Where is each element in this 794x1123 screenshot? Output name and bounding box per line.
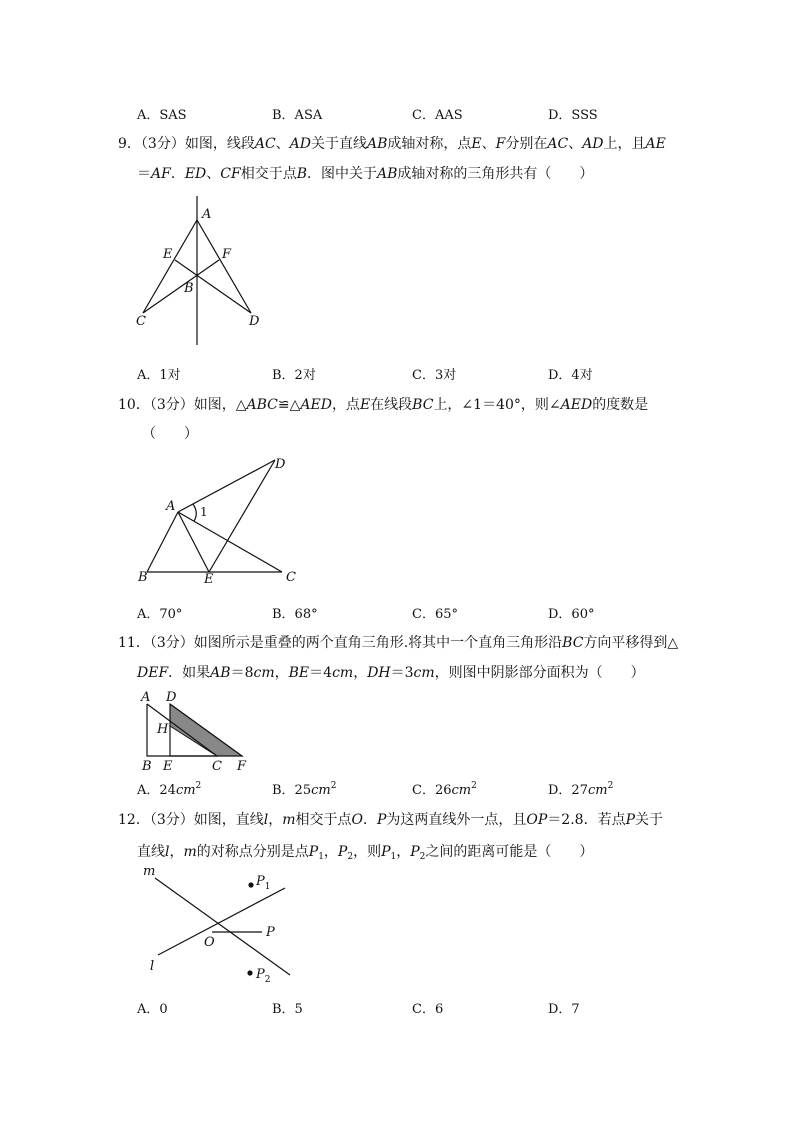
q8-option-b[interactable]: B．ASA	[272, 108, 323, 123]
q9-option-d[interactable]: D．4对	[548, 368, 593, 383]
q9-label-b: B	[184, 281, 194, 296]
q10-option-d[interactable]: D．60°	[548, 607, 595, 622]
q11-label-f: F	[237, 759, 247, 774]
q11-label-b: B	[142, 759, 152, 774]
q10-option-c[interactable]: C．65°	[412, 607, 458, 622]
q8-option-c[interactable]: C．AAS	[412, 108, 463, 123]
q11-option-d[interactable]: D．$27cm^2$	[548, 781, 614, 798]
q10-label-c: C	[286, 570, 296, 585]
q11-option-b[interactable]: B．$25cm^2$	[272, 781, 337, 798]
q12-point-p1	[248, 882, 253, 887]
q9-label-c: C	[136, 314, 146, 329]
q12-option-a[interactable]: A．0	[137, 1002, 168, 1017]
q12-label-p2: $P_2$	[256, 967, 271, 985]
q10-label-angle-1: 1	[200, 505, 208, 519]
q8-option-d[interactable]: D．SSS	[548, 108, 598, 123]
q10-option-b[interactable]: B．68°	[272, 607, 318, 622]
q9-label-f: F	[222, 247, 232, 262]
q9-option-b[interactable]: B．2对	[272, 368, 316, 383]
q8-option-a[interactable]: A．SAS	[137, 108, 187, 123]
q12-label-l: l	[150, 959, 155, 974]
q10-stem-line2: （ ）	[142, 426, 198, 442]
q11-label-a: A	[141, 690, 151, 705]
q12-option-d[interactable]: D．7	[548, 1002, 580, 1017]
q9-label-d: D	[249, 314, 260, 329]
q12-label-p: P	[266, 925, 275, 940]
q9-stem-line1: 9．（3分）如图，线段AC、AD关于直线AB成轴对称，点E、F分别在AC、AD上，且AE	[118, 136, 666, 152]
q9-label-e: E	[163, 247, 173, 262]
q10-label-d: D	[275, 457, 286, 472]
q10-stem-line1: 10．（3分）如图，△ABC≌△AED，点E在线段BC上，∠1＝40°，则∠AED的度数是	[118, 397, 649, 413]
q12-stem-line2: 直线l，m的对称点分别是点$P_1$，$P_2$，则$P_1$，$P_2$之间的距离可能是（ ）	[137, 844, 594, 862]
q11-stem-line1: 11．（3分）如图所示是重叠的两个直角三角形.将其中一个直角三角形沿BC方向平移得到△	[118, 635, 679, 651]
q11-stem-line2: DEF．如果AB＝8cm，BE＝4cm，DH＝3cm，则图中阴影部分面积为（ ）	[137, 665, 645, 681]
q12-option-b[interactable]: B．5	[272, 1002, 303, 1017]
q10-label-a: A	[166, 499, 176, 514]
q10-label-e: E	[204, 572, 214, 587]
q12-stem-line1: 12．（3分）如图，直线l，m相交于点O．P为这两直线外一点，且OP＝2.8．若点P关于	[118, 812, 663, 828]
q11-label-d: D	[166, 690, 177, 705]
q12-label-p1: $P_1$	[256, 874, 271, 892]
q11-label-e: E	[163, 759, 173, 774]
q12-point-p2	[247, 970, 252, 975]
q10-option-a[interactable]: A．70°	[137, 607, 183, 622]
q9-option-a[interactable]: A．1对	[137, 368, 181, 383]
q9-label-a: A	[202, 207, 212, 222]
q12-option-c[interactable]: C．6	[412, 1002, 444, 1017]
q11-label-c: C	[212, 759, 222, 774]
q12-label-o: O	[204, 935, 215, 950]
q11-option-a[interactable]: A．$24cm^2$	[137, 781, 202, 798]
q11-label-h: H	[157, 722, 169, 737]
q10-label-b: B	[138, 570, 148, 585]
q9-stem-line2: ＝AF．ED、CF相交于点B．图中关于AB成轴对称的三角形共有（ ）	[137, 166, 594, 182]
q11-option-c[interactable]: C．$26cm^2$	[412, 781, 477, 798]
q12-line-l	[158, 888, 285, 955]
q12-label-m: m	[143, 864, 156, 879]
q9-option-c[interactable]: C．3对	[412, 368, 457, 383]
